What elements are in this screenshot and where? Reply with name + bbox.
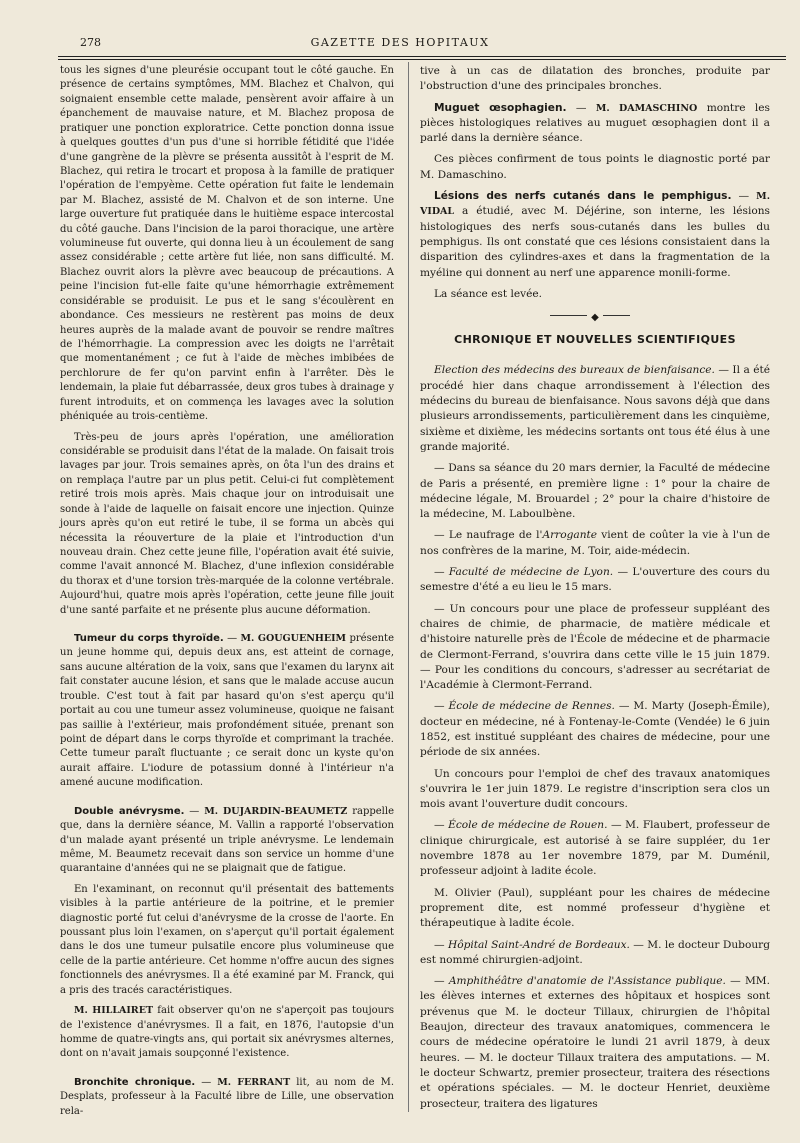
paragraph: Un concours pour l'emploi de chef des travaux anatomiques s'ouvrira le 1er juin 1879. Le registre d'inscription sera clos un mois avant l'ouverture dudit concours. xyxy=(420,767,770,811)
article-text: lit, au nom de M. Desplats, professeur à la Faculté libre de Lille, une observation rela- xyxy=(60,1076,394,1117)
news-bordeaux: — Hôpital Saint-André de Bordeaux. — M. le docteur Dubourg est nommé chirurgien-adjoint. xyxy=(420,938,770,966)
paragraph-hillairet xyxy=(60,1004,394,1062)
header-rule-double xyxy=(58,59,786,60)
news-text: M. le docteur Dubourg est nommé chirurgien-adjoint. xyxy=(420,938,770,966)
article-title: Bronchite chronique. xyxy=(74,1076,196,1088)
header-rule xyxy=(58,56,786,57)
news-amphitheatre: — Amphithéâtre d'anatomie de l'Assistance publique. — MM. les élèves internes et externes des hôpitaux et hospices sont prévenus que M. le docteur Tillaux, chirurgien de l'hôpital Beaujon, directeur des travaux anatomiques, commencera le cours de médecine opératoire le lundi 21 avril 1879, à deux heures. — M. le docteur Tillaux traitera des amputations. — M. le docteur Schwartz, premier prosecteur, traitera des résections et opérations spéciales. — M. le docteur Henriet, deuxième prosecteur, traitera des ligatures xyxy=(420,975,770,1110)
article-text: rappelle que, dans la dernière séance, M. Vallin a rapporté l'observation d'un malade ayant présenté un triple anévrysme. Le lendemain même, M. Beaumetz recevait dans son service un homme d'une quarantaine d'années qui ne se plaignait que de fatigue. xyxy=(60,805,394,875)
news-naufrage: — Le naufrage de l'Arrogante vient de coûter la vie à l'un de nos confrères de la marine, M. Toir, aide-médecin. xyxy=(420,529,770,557)
author: M. DAMASCHINO xyxy=(595,102,698,114)
article-tumeur: Tumeur du corps thyroïde. — M. GOUGUENHEIM présente un jeune homme qui, depuis deux ans, est atteint de cornage, sans aucune altération de la voix, sans que l'examen du larynx ait fait constater aucune lésion, et sans que le malade accuse aucun trouble. C'est tout à fait par hasard qu'on s'est aperçu qu'il portait au cou une tumeur assez volumineuse, quoique ne faisant pas saillie à l'extérieur, mais profondément située, prenant son point de départ dans le corps thyroïde et comprimant la trachée. Cette tumeur paraît fluctuante ; ce serait donc un kyste qu'on aurait affaire. L'iodure de potassium donné à l'intérieur n'a amené aucune modification. xyxy=(60,633,394,789)
news-title: Amphithéâtre d'anatomie de l'Assistance publique. xyxy=(448,975,726,988)
news-text: L'ouverture des cours du semestre d'été a eu lieu le 15 mars. xyxy=(420,566,770,594)
news-item: — Un concours pour une place de professeur suppléant des chaires de chimie, de pharmacie, de matière médicale et d'histoire naturelle près de l'École de médecine et de pharmacie de Clermont-Ferrand, s'ouvrira dans cette ville le 15 juin 1879. — Pour les conditions du concours, s'adresser au secrétariat de l'Académie à Clermont-Ferrand. xyxy=(420,602,770,692)
page-number: 278 xyxy=(80,36,101,49)
paragraph: tous les signes d'une pleurésie occupant tout le côté gauche. En présence de certains symptômes, MM. Blachez et Chalvon, qui soignaient ensemble cette malade, pensèrent avoir affaire à un épanchement de mauvaise nature, et M. Blachez proposa de pratiquer une ponction exploratrice. Cette ponction donna issue à quelques gouttes d'un pus d'une si horrible fétidité que l'idée d'une gangrène de la plèvre se présenta aussitôt à l'esprit de M. Blachez, qui retira le trocart et proposa à la famille de pratiquer l'opération de l'empyème. Cette opération fut faite le lendemain par M. Blachez, assisté de M. Chalvon et de son interne. Une large ouverture fut pratiquée dans le huitième espace intercostal du côté gauche. Dans l'incision de la paroi thoracique, une artère volumineuse fut ouverte, qui donna lieu à un écoulement de sang assez considérable ; cette artère fut liée, non sans difficulté. M. Blachez ouvrit alors la plèvre avec beaucoup de précautions. A peine l'incision fut-elle faite qu'une hémorrhagie extrêmement considérable se produisit. Le pus et le sang s'écoulèrent en abondance. Ces messieurs ne restèrent pas moins de deux heures auprès de la malade avant de pouvoir se rendre maîtres de l'hémorrhagie. La compression avec les doigts ne l'arrêtait que momentanément ; ce fut à l'aide de mèches imbibées de perchlorure de fer qu'on parvint enfin à l'arrêter. Dès le lendemain, la plaie fut débarrassée, deux gros tubes à drainage y furent introduits, et on commença les lavages avec la solution phéniquée au trois-centième. xyxy=(60,65,394,423)
paragraph: tive à un cas de dilatation des bronches, produite par l'obstruction d'une des principales bronches. xyxy=(420,65,770,93)
ornament-divider xyxy=(420,310,770,324)
paragraph: M. Olivier (Paul), suppléant pour les chaires de médecine proprement dite, est nommé professeur d'hygiène et thérapeutique à ladite école. xyxy=(420,886,770,930)
left-column xyxy=(60,64,394,1125)
news-lyon: — Faculté de médecine de Lyon. — L'ouverture des cours du semestre d'été a eu lieu le 15 mars. xyxy=(420,566,770,594)
ship-name: Arrogante xyxy=(542,529,598,542)
news-title: Faculté de médecine de Lyon. xyxy=(448,566,614,579)
author: M. FERRANT xyxy=(217,1076,291,1088)
news-rouen: — École de médecine de Rouen. — M. Flaubert, professeur de clinique chirurgicale, est autorisé à se faire suppléer, du 1er novembre 1878 au 1er novembre 1879, par M. Duménil, professeur adjoint à ladite école. xyxy=(420,819,770,878)
news-title: Hôpital Saint-André de Bordeaux. xyxy=(447,938,630,951)
article-text: fait observer qu'on ne s'aperçoit pas toujours de l'existence d'anévrysmes. Il a fait, en 1876, l'autopsie d'un homme de quatre-vingts ans, qui portait six anévrysmes alternes, dont on n'avait jamais soupçonné l'existence. xyxy=(60,1005,394,1060)
author: M. VIDAL xyxy=(420,191,770,218)
news-title: École de médecine de Rouen. xyxy=(448,819,608,832)
ornament-icon: ◆ xyxy=(587,312,603,323)
article-title: Tumeur du corps thyroïde. xyxy=(74,633,224,645)
news-rennes: — École de médecine de Rennes. — M. Marty (Joseph-Émile), docteur en médecine, né à Fontenay-le-Comte (Vendée) le 6 juin 1852, est institué suppléant des chaires de médecine, pour une période de six années. xyxy=(420,700,770,759)
news-text: M. Marty (Joseph-Émile), docteur en médecine, né à Fontenay-le-Comte (Vendée) le 6 juin 1852, est institué suppléant des chaires de médecine, pour une période de six années. xyxy=(420,700,770,759)
article-muguet: Muguet œsophagien. — M. DAMASCHINO montre les pièces histologiques relatives au muguet œsophagien dont il a parlé dans la dernière séance. xyxy=(420,101,770,145)
author: M. HILLAIRET xyxy=(74,1005,154,1017)
article-title: Muguet œsophagien. xyxy=(434,101,567,114)
paragraph: En l'examinant, on reconnut qu'il présentait des battements visibles à la partie antérieure de la poitrine, et le premier diagnostic porté fut celui d'anévrysme de la crosse de l'aorte. En poussant plus loin l'examen, on s'aperçut qu'il portait également dans le dos une tumeur pulsatile encore plus volumineuse que celle de la partie antérieure. Cet homme n'offre aucun des signes fonctionnels des anévrysmes. Il a été examiné par M. Franck, qui a pris des tracés caractéristiques. xyxy=(60,883,394,996)
news-title: Election des médecins des bureaux de bienfaisance. xyxy=(434,364,715,377)
news-text: MM. les élèves internes et externes des hôpitaux et hospices sont prévenus que M. le docteur Tillaux, chirurgien de l'hôpital Beaujon, directeur des travaux anatomiques, commencera le cours de médecine opératoire le lundi 21 avril 1879, à deux heures. — M. le docteur Tillaux traitera des amputations. — M. le docteur Schwartz, premier prosecteur, traitera des résections et opérations spéciales. — M. le docteur Henriet, deuxième prosecteur, traitera des ligatures xyxy=(420,975,770,1110)
article-text: présente un jeune homme qui, depuis deux ans, est atteint de cornage, sans aucune altération de la voix, sans que l'examen du larynx ait fait constater aucune lésion, et sans que le malade accuse aucun trouble. C'est tout à fait par hasard qu'on s'est aperçu qu'il portait au cou une tumeur assez volumineuse, quoique ne faisant pas saillie à l'extérieur, mais profondément située, prenant son point de départ dans le corps thyroïde et comprimant la trachée. Cette tumeur paraît fluctuante ; ce serait donc un kyste qu'on aurait affaire. L'iodure de potassium donné à l'intérieur n'a amené aucune modification. xyxy=(60,633,394,789)
article-text: montre les pièces histologiques relatives au muguet œsophagien dont il a parlé dans la dernière séance. xyxy=(420,101,770,145)
author: M. DUJARDIN-BEAUMETZ xyxy=(204,805,348,817)
article-anevrysme: Double anévrysme. — M. DUJARDIN-BEAUMETZ rappelle que, dans la dernière séance, M. Vallin a rapporté l'observation d'un malade ayant présenté un triple anévrysme. Le lendemain même, M. Beaumetz recevait dans son service un homme d'une quarantaine d'années qui ne se plaignait que de fatigue. xyxy=(60,805,394,875)
paragraph: Très-peu de jours après l'opération, une amélioration considérable se produisit dans l'état de la malade. On faisait trois lavages par jour. Trois semaines après, on ôta l'un des drains et on remplaça l'autre par un plus petit. Celui-ci fut complètement retiré trois mois après. Mais chaque jour on introduisait une sonde à l'aide de laquelle on faisait encore une injection. Quinze jours après qu'on eut retiré le tube, il se forma un abcès qui nécessita la réouverture de la plaie et l'introduction d'un nouveau drain. Chez cette jeune fille, l'opération avait été suivie, comme l'avait annoncé M. Blachez, d'une inflexion considérable du thorax et d'une torsion très-marquée de la colonne vertébrale. Aujourd'hui, quatre mois après l'opération, cette jeune fille jouit d'une santé parfaite et ne présente plus aucune déformation. xyxy=(60,431,394,616)
author: M. GOUGUENHEIM xyxy=(240,633,347,645)
news-item: — Dans sa séance du 20 mars dernier, la Faculté de médecine de Paris a présenté, en première ligne : 1° pour la chaire de médecine légale, M. Brouardel ; 2° pour la chaire d'histoire de la médecine, M. Laboulbène. xyxy=(420,462,770,521)
news-election: Election des médecins des bureaux de bienfaisance. — Il a été procédé hier dans chaque arrondissement à l'élection des médecins du bureau de bienfaisance. Nous savons déjà que dans plusieurs arrondissements, particulièrement dans les cinquième, sixième et dixième, les médecins sortants ont tous été élus à une grande majorité. xyxy=(420,364,771,453)
news-text: Il a été procédé hier dans chaque arrondissement à l'élection des médecins du bureau de bienfaisance. Nous savons déjà que dans plusieurs arrondissements, particulièrement dans les cinquième, sixième et dixième, les médecins sortants ont tous été élus à une grande majorité. xyxy=(420,364,771,453)
article-title: Double anévrysme. xyxy=(74,805,185,817)
right-column xyxy=(420,64,770,1118)
paragraph: Ces pièces confirment de tous points le diagnostic porté par M. Damaschino. xyxy=(420,153,770,181)
news-text: M. Flaubert, professeur de clinique chirurgicale, est autorisé à se faire suppléer, du 1er novembre 1878 au 1er novembre 1879, par M. Duménil, professeur adjoint à ladite école. xyxy=(420,819,770,878)
running-title: GAZETTE DES HOPITAUX xyxy=(310,36,490,49)
news-title: École de médecine de Rennes. xyxy=(448,700,615,713)
article-lesions: Lésions des nerfs cutanés dans le pemphigus. — M. VIDAL a étudié, avec M. Déjérine, son interne, les lésions histologiques des nerfs sous-cutanés dans les bulles du pemphigus. Ils ont constaté que ces lésions consistaient dans la disparition des cylindres-axes et dans la fragmentation de la myéline qui donnent au nerf une apparence monili-forme. xyxy=(420,190,770,279)
column-divider xyxy=(408,62,409,1112)
article-bronchite: Bronchite chronique. — M. FERRANT lit, au nom de M. Desplats, professeur à la Faculté libre de Lille, une observation rela- xyxy=(60,1076,394,1117)
article-text: a étudié, avec M. Déjérine, son interne, les lésions histologiques des nerfs sous-cutanés dans les bulles du pemphigus. Ils ont constaté que ces lésions consistaient dans la disparition des cylindres-axes et dans la fragmentation de la myéline qui donnent au nerf une apparence monili-forme. xyxy=(420,205,770,279)
closing-line: La séance est levée. xyxy=(434,287,543,300)
section-title: CHRONIQUE ET NOUVELLES SCIENTIFIQUES xyxy=(454,333,736,347)
article-title: Lésions des nerfs cutanés dans le pemphigus. xyxy=(434,190,732,203)
